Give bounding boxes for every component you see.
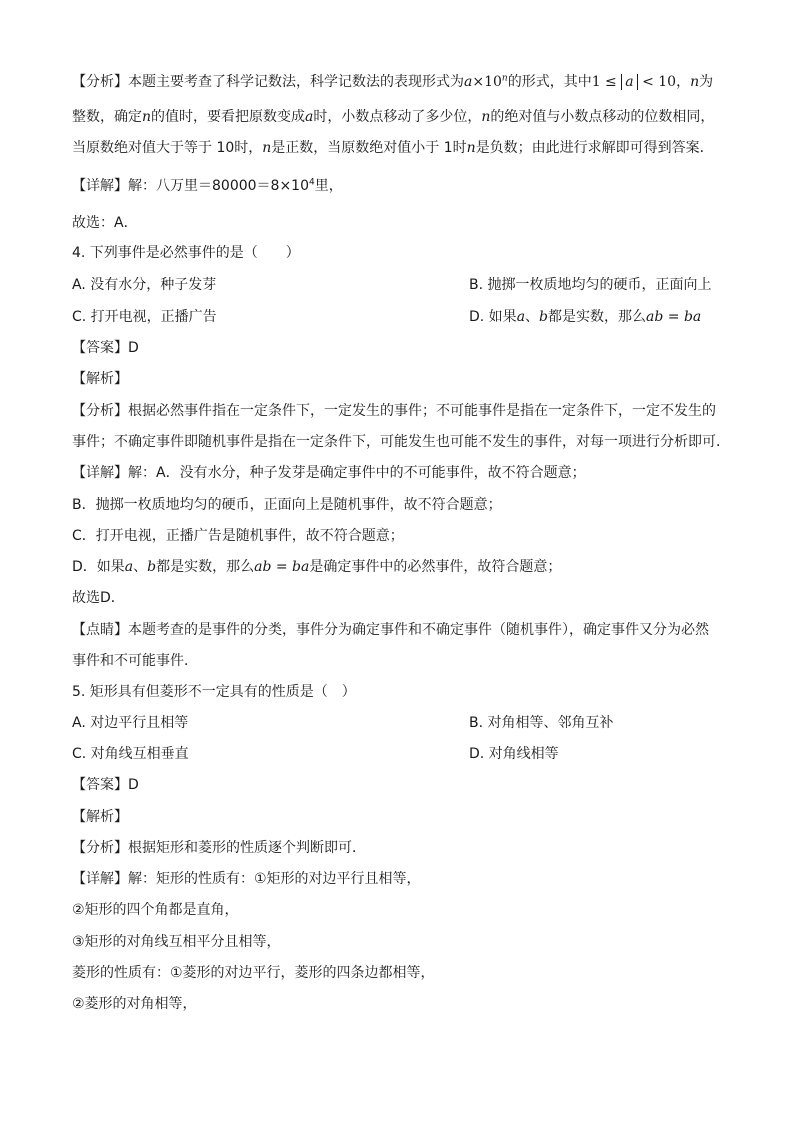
text: 根据矩形和菱形的性质逐个判断即可． [128, 840, 366, 856]
text: ， [676, 74, 691, 90]
answer-tag: 【答案】 [72, 777, 128, 793]
text: 的绝对值与小数点移动的位数相同， [490, 109, 715, 125]
text: 解：矩形的性质有：①矩形的对边平行且相等， [128, 871, 421, 887]
q4-detail-line1 [72, 463, 734, 483]
text: 解：A．没有水分，种子发芽是确定事件中的不可能事件，故不符合题意； [128, 465, 586, 481]
analysis-tag: 【分析】 [72, 74, 128, 90]
q5-answer [72, 775, 734, 795]
q4-options-row2 [72, 307, 734, 327]
answer-value: D [128, 777, 139, 793]
q4-choice: 故选D． [72, 590, 125, 606]
q4-option-b: B. 抛掷一枚质地均匀的硬币，正面向上 [469, 277, 712, 293]
analysis3-line2 [72, 107, 734, 127]
q4-options-row1 [72, 275, 734, 295]
text: D．如果 [72, 559, 125, 575]
text: 、 [133, 559, 148, 575]
text: 里， [314, 178, 343, 194]
text: 、 [525, 309, 540, 325]
detail-tag: 【详解】 [72, 178, 128, 194]
text: 解：八万里＝80000＝8×10 [128, 178, 309, 194]
text: 本题主要考查了科学记数法，科学记数法的表现形式为 [128, 74, 464, 90]
q4-detail-line3: C．打开电视，正播广告是随机事件，故不符合题意； [72, 528, 404, 544]
q4-analysis-line1 [72, 401, 734, 421]
math-eq: ab = ba [646, 309, 702, 325]
math-eq: ab = ba [254, 559, 310, 575]
answer-tag: 【答案】 [72, 340, 128, 356]
q4-comment-line2: 事件和不可能事件． [72, 653, 198, 669]
q5-stem: 5. 矩形具有但菱形不一定具有的性质是（ ） [72, 684, 356, 700]
math-ineq-right: < 10 [642, 74, 677, 90]
q4-explain-tag: 【解析】 [72, 371, 128, 387]
analysis-tag: 【分析】 [72, 403, 128, 419]
comment-tag: 【点睛】 [72, 622, 128, 638]
text: 都是实数，那么 [156, 559, 255, 575]
q4-option-c: C. 打开电视，正播广告 [72, 309, 217, 325]
q4-comment-line1 [72, 620, 734, 640]
answer-value: D [128, 340, 139, 356]
q5-analysis [72, 838, 734, 858]
math-exp: n [501, 73, 508, 84]
q4-option-a: A. 没有水分，种子发芽 [72, 277, 217, 293]
q4-detail-line4 [72, 557, 734, 577]
detail-tag: 【详解】 [72, 465, 128, 481]
math-abs: a [621, 74, 637, 90]
text: 的形式，其中 [507, 74, 592, 90]
q5-detail-line1 [72, 869, 734, 889]
text: 整数，确定 [72, 109, 142, 125]
math-var: n [262, 140, 272, 156]
text: D. 如果 [469, 309, 517, 325]
q5-option-b: B. 对角相等、邻角互补 [469, 715, 614, 731]
q5-detail-line3: ③矩形的对角线互相平分且相等， [72, 934, 281, 950]
math-var: n [481, 109, 491, 125]
math-exp: 4 [309, 177, 315, 188]
q4-detail-line2: B．抛掷一枚质地均匀的硬币，正面向上是随机事件，故不符合题意； [72, 497, 502, 513]
text: 根据必然事件指在一定条件下，一定发生的事件；不可能事件是指在一定条件下，一定不发生的 [128, 403, 716, 419]
text: 都是实数，那么 [548, 309, 647, 325]
q5-detail-line4: 菱形的性质有：①菱形的对边平行，菱形的四条边都相等， [72, 965, 435, 981]
math-var: b [147, 559, 157, 575]
analysis-tag: 【分析】 [72, 840, 128, 856]
text: 的值时，要看把原数变成 [151, 109, 306, 125]
q4-option-d [469, 307, 701, 327]
math-var: a [464, 74, 473, 90]
detail-tag: 【详解】 [72, 871, 128, 887]
text: 是负数；由此进行求解即可得到答案． [475, 140, 714, 156]
math-var: n [690, 74, 700, 90]
math-times: ×10 [472, 74, 502, 90]
q5-option-d: D. 对角线相等 [469, 746, 559, 762]
q5-detail-line5: ②菱形的对角相等， [72, 996, 197, 1012]
text: 为 [699, 74, 714, 90]
math-var: a [124, 559, 134, 575]
text: 本题考查的是事件的分类，事件分为确定事件和不确定事件（随机事件），确定事件又分为必然 [128, 622, 709, 638]
q5-option-a: A. 对边平行且相等 [72, 715, 189, 731]
q5-explain-tag: 【解析】 [72, 809, 128, 825]
q5-detail-line2: ②矩形的四个角都是直角， [72, 902, 239, 918]
q5-option-c: C. 对角线互相垂直 [72, 746, 189, 762]
q4-analysis-line2: 事件；不确定事件即随机事件是指在一定条件下，可能发生也可能不发生的事件，对每一项进行分析即可． [72, 434, 730, 450]
q5-options-row2 [72, 744, 734, 764]
detail3-line [72, 176, 734, 196]
text: 当原数绝对值大于等于 10时， [72, 140, 263, 156]
analysis3-line3 [72, 138, 734, 158]
math-var: a [516, 309, 526, 325]
math-var: n [466, 140, 476, 156]
text: 是正数，当原数绝对值小于 1时 [271, 140, 467, 156]
text: 是确定事件中的必然事件，故符合题意； [309, 559, 562, 575]
math-var: a [305, 109, 314, 125]
q4-answer [72, 338, 734, 358]
choice3: 故选：A． [72, 215, 138, 231]
analysis3-line1 [72, 72, 734, 92]
q4-stem: 4. 下列事件是必然事件的是（ ） [72, 245, 300, 261]
math-var: n [142, 109, 152, 125]
q5-options-row1 [72, 713, 734, 733]
math-var: b [539, 309, 549, 325]
text: 时，小数点移动了多少位， [313, 109, 482, 125]
math-ineq-left: 1 ≤ [591, 74, 617, 90]
